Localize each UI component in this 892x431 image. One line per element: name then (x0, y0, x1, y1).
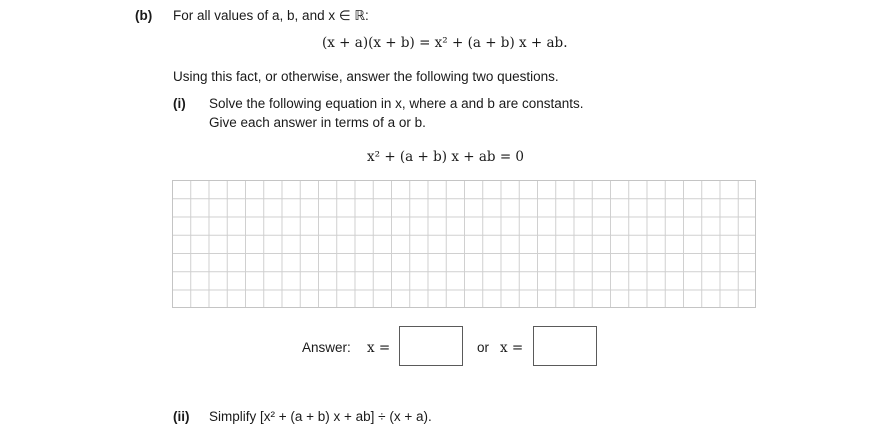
instruction-text: Using this fact, or otherwise, answer the following two questions. (173, 69, 559, 84)
part-i-line1: Solve the following equation in x, where a and b are constants. (209, 96, 584, 111)
part-ii-label: (ii) (173, 409, 190, 424)
part-ii-text: Simplify [x² + (a + b) x + ab] ÷ (x + a). (209, 409, 432, 424)
answer-x-equals-1: x = (367, 340, 391, 356)
working-grid[interactable] (172, 180, 756, 308)
quadratic-equation: x² + (a + b) x + ab = 0 (367, 149, 525, 165)
answer-label: Answer: (302, 340, 351, 355)
part-i-label: (i) (173, 96, 186, 111)
answer-x-equals-2: x = (500, 340, 524, 356)
answer-or: or (477, 340, 490, 355)
identity-equation: (x + a)(x + b) = x² + (a + b) x + ab. (322, 35, 568, 51)
part-b-intro: For all values of a, b, and x ∈ ℝ: (173, 8, 369, 23)
answer-box-1[interactable] (399, 326, 463, 366)
answer-box-2[interactable] (533, 326, 597, 366)
part-i-line2: Give each answer in terms of a or b. (209, 115, 426, 130)
part-b-label: (b) (135, 8, 153, 23)
